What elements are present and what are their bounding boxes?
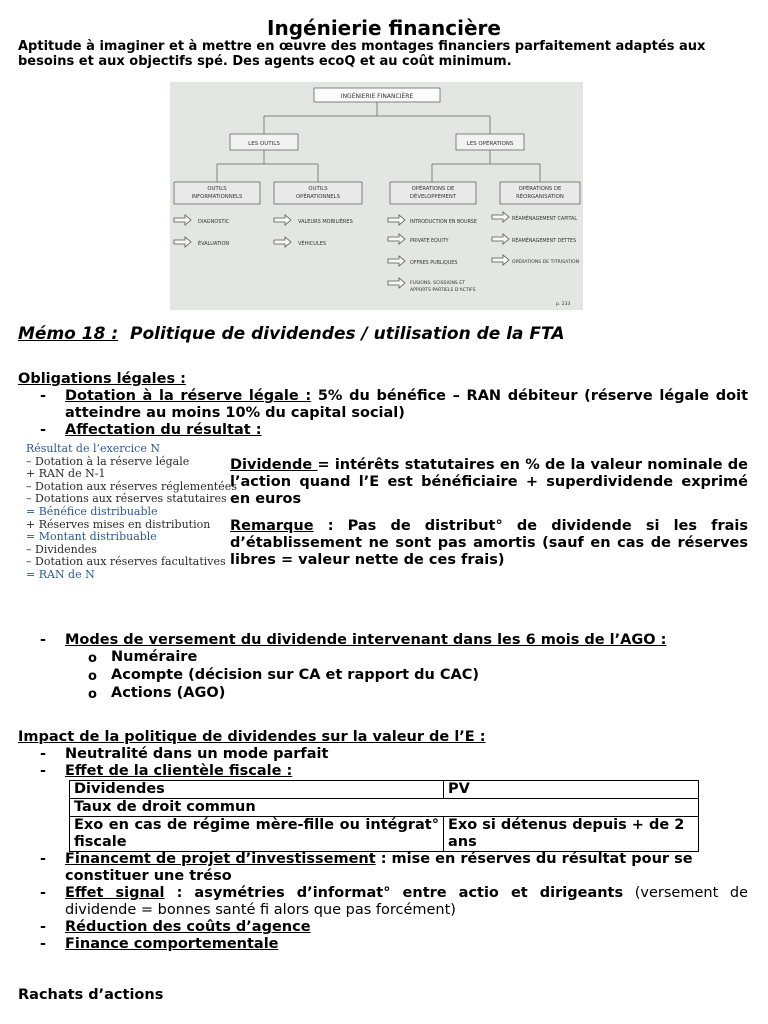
diagram-root: INGÉNIERIE FINANCIÈRE: [340, 93, 414, 100]
diagram-col4-item: OPÉRATIONS DE TITRISATION: [512, 260, 580, 265]
sub-bullet: o: [88, 687, 97, 702]
accounting-line: = Montant distribuable: [26, 530, 157, 544]
memo-label: Mémo 18 :: [18, 324, 119, 344]
bullet-dash: -: [40, 851, 47, 867]
bullet-dash: -: [40, 632, 47, 648]
sub-bullet: o: [88, 651, 97, 666]
diagram-col1-item: DIAGNOSTIC: [198, 219, 230, 225]
diagram-col2-item: VÉHICULES: [298, 241, 327, 247]
effet-clientele-item: Effet de la clientèle fiscale :: [65, 763, 293, 779]
diagram-col3-item: FUSIONS, SCISSIONS ET: [410, 281, 465, 286]
bullet-dash: -: [40, 422, 47, 438]
accounting-list: [26, 442, 237, 582]
remarque-paragraph: [230, 518, 748, 569]
memo-text: Politique de dividendes / utilisation de la FTA: [129, 324, 565, 344]
neutralite-item: Neutralité dans un mode parfait: [65, 746, 329, 762]
signal-item: [65, 885, 748, 919]
bullet-dash: -: [40, 746, 47, 762]
bullet-dash: -: [40, 885, 47, 901]
signal-text-normal: (versement de dividende = bonnes santé fi alors que pas forcément): [65, 885, 748, 918]
accounting-line: = Bénéfice distribuable: [26, 504, 158, 518]
diagram-col4-item: RÉAMÉNAGEMENT CAPITAL: [512, 217, 578, 222]
dividende-text: = intérêts statutaires en % de la valeur nominale de l’action quand l’E est bénéficiaire + superdividende exprimé en euros: [230, 457, 748, 507]
page-title: Ingénierie financière: [267, 16, 501, 40]
diagram-box2-line2: OPÉRATIONNELS: [296, 194, 340, 200]
dotation-item: [65, 388, 748, 422]
dividende-label: Dividende: [230, 457, 318, 473]
diagram-box2-line1: OUTILS: [308, 186, 328, 192]
signal-text-bold: : asymétries d’informat° entre actio et dirigeants: [164, 885, 624, 901]
diagram-right-branch: LES OPÉRATIONS: [466, 141, 514, 147]
diagram-col2-item: VALEURS MOBILIÈRES: [298, 219, 353, 225]
diagram-col1-item: ÉVALUATION: [198, 241, 230, 247]
fiscal-table: [69, 780, 699, 852]
financemt-label: Financemt de projet d’investissement: [65, 851, 376, 867]
bullet-dash: -: [40, 919, 47, 935]
diagram-page-number: p. 233: [556, 302, 571, 307]
accounting-line: + Réserves mises en distribution: [26, 517, 211, 531]
remarque-label: Remarque: [230, 518, 314, 534]
intro-paragraph: Aptitude à imaginer et à mettre en œuvre des montages financiers parfaitement adaptés aux besoins et aux objectifs spé. Des agents ecoQ et au coût minimum.: [18, 39, 706, 69]
diagram-box3-line2: DÉVELOPPEMENT: [409, 194, 457, 200]
signal-label: Effet signal: [65, 885, 165, 901]
accounting-line: – Dotation aux réserves facultatives: [26, 555, 226, 569]
table-header-dividendes: Dividendes: [70, 781, 444, 799]
mode-item: Acompte (décision sur CA et rapport du CAC): [111, 667, 479, 683]
finance-comp-item: Finance comportementale: [65, 936, 279, 952]
table-row-taux: Taux de droit commun: [70, 799, 699, 817]
diagram-box1-line2: INFORMATIONNELS: [191, 194, 243, 200]
diagram-box3-line1: OPÉRATIONS DE: [411, 186, 455, 192]
diagram-col3-item: INTRODUCTION EN BOURSE: [410, 220, 477, 225]
accounting-line: = RAN de N: [26, 567, 95, 581]
accounting-line: – Dotation à la réserve légale: [26, 454, 190, 468]
impact-heading: Impact de la politique de dividendes sur la valeur de l’E :: [18, 729, 486, 745]
obligations-heading: Obligations légales :: [18, 371, 186, 387]
affectation-label: Affectation du résultat :: [65, 422, 262, 438]
mode-item: Numéraire: [111, 649, 198, 665]
modes-heading: Modes de versement du dividende intervenant dans les 6 mois de l’AGO :: [65, 632, 667, 648]
reduction-item: Réduction des coûts d’agence: [65, 919, 311, 935]
accounting-line: – Dotation aux réserves réglementées: [26, 479, 237, 493]
financemt-text: : mise en réserves du résultat pour se constituer une tréso: [65, 851, 693, 884]
dotation-text: 5% du bénéfice – RAN débiteur (réserve légale doit atteindre au moins 10% du capital social): [65, 388, 749, 421]
sub-bullet: o: [88, 669, 97, 684]
diagram-col3-item: OFFRES PUBLIQUES: [410, 261, 458, 266]
table-cell-exo-pv: Exo si détenus depuis + de 2 ans: [444, 817, 699, 852]
diagram-col3-item: APPORTS PARTIELS D'ACTIFS: [410, 288, 476, 293]
diagram-box4-line1: OPÉRATIONS DE: [518, 186, 562, 192]
org-chart-diagram: [170, 82, 583, 310]
dividende-paragraph: [230, 457, 748, 508]
financemt-item: [65, 851, 748, 885]
remarque-text: : Pas de distribut° de dividende si les frais d’établissement ne sont pas amortis (sauf en cas de réserves libres = valeur nette de ces frais): [230, 518, 748, 568]
diagram-left-branch: LES OUTILS: [248, 141, 280, 147]
diagram-box1-line1: OUTILS: [207, 186, 227, 192]
mode-item: Actions (AGO): [111, 685, 226, 701]
accounting-line: + RAN de N-1: [26, 467, 106, 481]
diagram-col3-item: PRIVATE EQUITY: [410, 239, 449, 244]
dotation-label: Dotation à la réserve légale :: [65, 388, 312, 404]
bullet-dash: -: [40, 388, 47, 404]
table-header-pv: PV: [444, 781, 699, 799]
bullet-dash: -: [40, 763, 47, 779]
accounting-line: – Dotations aux réserves statutaires: [26, 492, 227, 506]
table-cell-exo-dividendes: Exo en cas de régime mère-fille ou intégrat° fiscale: [70, 817, 444, 852]
bullet-dash: -: [40, 936, 47, 952]
rachats-heading: Rachats d’actions: [18, 987, 164, 1003]
accounting-line: – Dividendes: [26, 542, 97, 556]
diagram-box4-line2: RÉORGANISATION: [516, 194, 564, 200]
accounting-line: Résultat de l’exercice N: [26, 442, 160, 455]
diagram-col4-item: RÉAMÉNAGEMENT DETTES: [512, 239, 577, 244]
memo-heading: [18, 324, 564, 344]
